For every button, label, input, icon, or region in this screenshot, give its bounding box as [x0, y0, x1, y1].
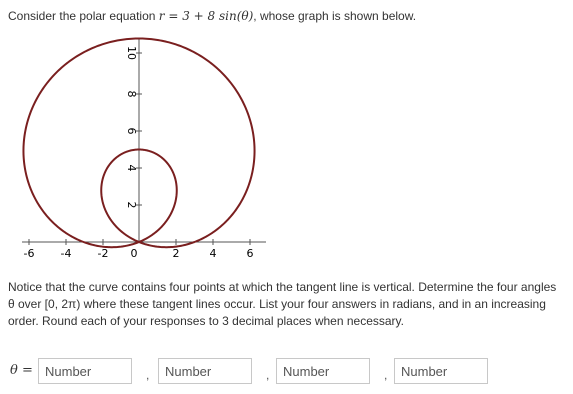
instructions-line: order. Round each of your responses to 3 decimal places when necessary.: [8, 314, 404, 328]
y-tick-label: 6: [125, 127, 138, 135]
polar-equation: r = 3 + 8 sin(θ): [158, 9, 254, 23]
y-tick-label: 8: [125, 90, 138, 98]
separator: ,: [266, 368, 270, 382]
theta-label: θ =: [10, 363, 33, 378]
intro-text-post: , whose graph is shown below.: [253, 9, 417, 23]
answer-input-2[interactable]: [158, 358, 252, 384]
answer-input-4[interactable]: [394, 358, 488, 384]
answer-input-3[interactable]: [276, 358, 370, 384]
answer-row: [8, 356, 568, 386]
polar-graph: [0, 30, 270, 270]
y-tick-label: 2: [125, 201, 138, 209]
y-tick-label: 10: [125, 46, 138, 60]
question-intro: [8, 9, 416, 23]
instructions-line: θ over [0, 2π) where these tangent lines occur. List your four answers in radians, and in an increasing: [8, 297, 546, 311]
x-tick-label: 6: [246, 247, 254, 260]
x-tick-label: -4: [60, 247, 72, 260]
instructions-line: Notice that the curve contains four points at which the tangent line is vertical. Determine the four angles: [8, 280, 557, 294]
separator: ,: [146, 368, 150, 382]
x-tick-label: 4: [209, 247, 217, 260]
x-tick-label: 2: [172, 247, 180, 260]
x-tick-label: -2: [97, 247, 109, 260]
y-tick-label: 4: [125, 164, 138, 172]
answer-input-1[interactable]: [38, 358, 132, 384]
intro-text-pre: Consider the polar equation: [8, 9, 159, 23]
x-tick-label: 0: [130, 247, 138, 260]
x-tick-label: -6: [23, 247, 35, 260]
instructions: [8, 279, 568, 330]
separator: ,: [384, 368, 388, 382]
